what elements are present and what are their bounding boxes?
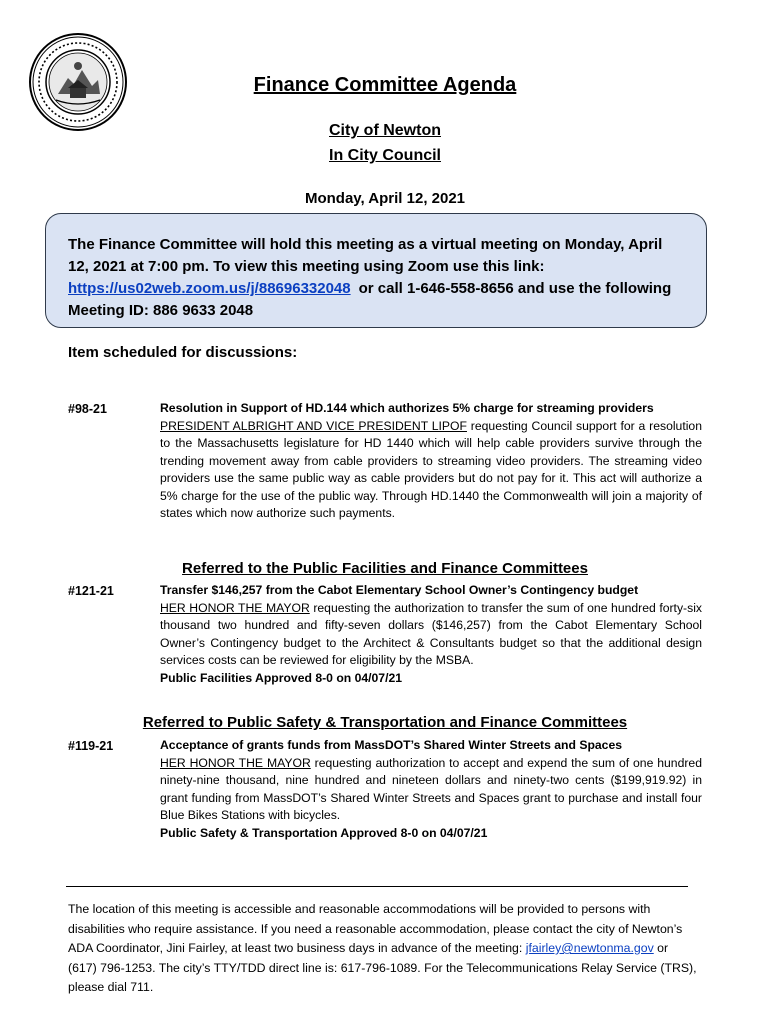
item-approval: Public Safety & Transportation Approved 8-0 on 04/07/21 xyxy=(160,825,488,840)
item-heading: Resolution in Support of HD.144 which authorizes 5% charge for streaming providers xyxy=(160,401,654,415)
zoom-link[interactable]: https://us02web.zoom.us/j/88696332048 xyxy=(68,280,351,297)
item-body xyxy=(160,755,702,825)
item-description: requesting authorization to accept and expend the sum of one hundred ninety-nine thousand, nine hundred and nineteen dollars and ninety-two cents ($199,919.92) in grant funding from MassDOT’s Shared Winter Streets and Spaces grant to purchase and install four Blue Bikes Stations with bicycles. xyxy=(160,755,702,822)
virtual-meeting-notice xyxy=(45,213,707,328)
ada-email-link[interactable]: jfairley@newtonma.gov xyxy=(525,941,654,955)
item-sponsor: PRESIDENT ALBRIGHT AND VICE PRESIDENT LIPOF xyxy=(160,418,467,433)
item-approval: Public Facilities Approved 8-0 on 04/07/21 xyxy=(160,670,403,685)
city-name: City of Newton xyxy=(329,122,441,139)
footer-divider xyxy=(66,886,688,887)
item-sponsor: HER HONOR THE MAYOR xyxy=(160,755,311,770)
notice-call-text: or call 1-646-558-8656 and use the following Meeting ID: 886 9633 2048 xyxy=(68,280,672,319)
council-name: In City Council xyxy=(329,147,441,164)
section-heading: Referred to the Public Facilities and Finance Committees xyxy=(182,560,588,577)
page-title: Finance Committee Agenda xyxy=(253,74,517,96)
item-heading: Transfer $146,257 from the Cabot Elementary School Owner’s Contingency budget xyxy=(160,583,639,597)
footer-contact-text: or (617) 796-1253. The city’s TTY/TDD direct line is: 617-796-1089. For the Telecommunications Relay Service (TRS), please dial 711. xyxy=(68,941,697,994)
footer-text: The location of this meeting is accessible and reasonable accommodations will be provided to persons with disabilities who require assistance. If you need a reasonable accommodation, please contact the city of Newton’s ADA Coordinator, Jini Fairley, at least two business days in advance of the meeting: xyxy=(68,902,683,955)
agenda-item xyxy=(160,582,702,687)
accessibility-footer xyxy=(68,900,698,998)
section-heading: Referred to Public Safety & Transportation and Finance Committees xyxy=(142,714,628,731)
item-body xyxy=(160,418,702,523)
item-heading: Acceptance of grants funds from MassDOT’s Shared Winter Streets and Spaces xyxy=(160,738,623,752)
notice-text: The Finance Committee will hold this meeting as a virtual meeting on Monday, April 12, 2021 at 7:00 pm. To view this meeting using Zoom use this link: xyxy=(68,236,663,275)
scheduled-heading: Item scheduled for discussions: xyxy=(68,344,298,361)
agenda-item xyxy=(160,400,702,523)
agenda-item xyxy=(160,737,702,842)
item-number: #98-21 xyxy=(68,402,107,416)
item-description: requesting the authorization to transfer the sum of one hundred forty-six thousand two hundred and fifty-seven dollars ($146,257) from the Cabot Elementary School Owner’s Contingency budget to the Architect & Consultants budget so that the additional design services costs can be reviewed for eligibility by the MSBA. xyxy=(160,600,702,667)
item-sponsor: HER HONOR THE MAYOR xyxy=(160,600,310,615)
item-description: requesting Council support for a resolution to the Massachusetts legislature for HD 1440 which will help cable providers survive through the trending movement away from cable providers to streaming video providers. The streaming video providers use the same public way as cable providers but do not pay for it. This act will authorize a 5% charge for the use of the public way. Through HD.1440 the Commonwealth will join a majority of states which now authorize such payments. xyxy=(160,418,702,520)
item-body xyxy=(160,600,702,670)
item-number: #119-21 xyxy=(68,739,114,753)
meeting-date: Monday, April 12, 2021 xyxy=(304,190,466,207)
item-number: #121-21 xyxy=(68,584,114,598)
